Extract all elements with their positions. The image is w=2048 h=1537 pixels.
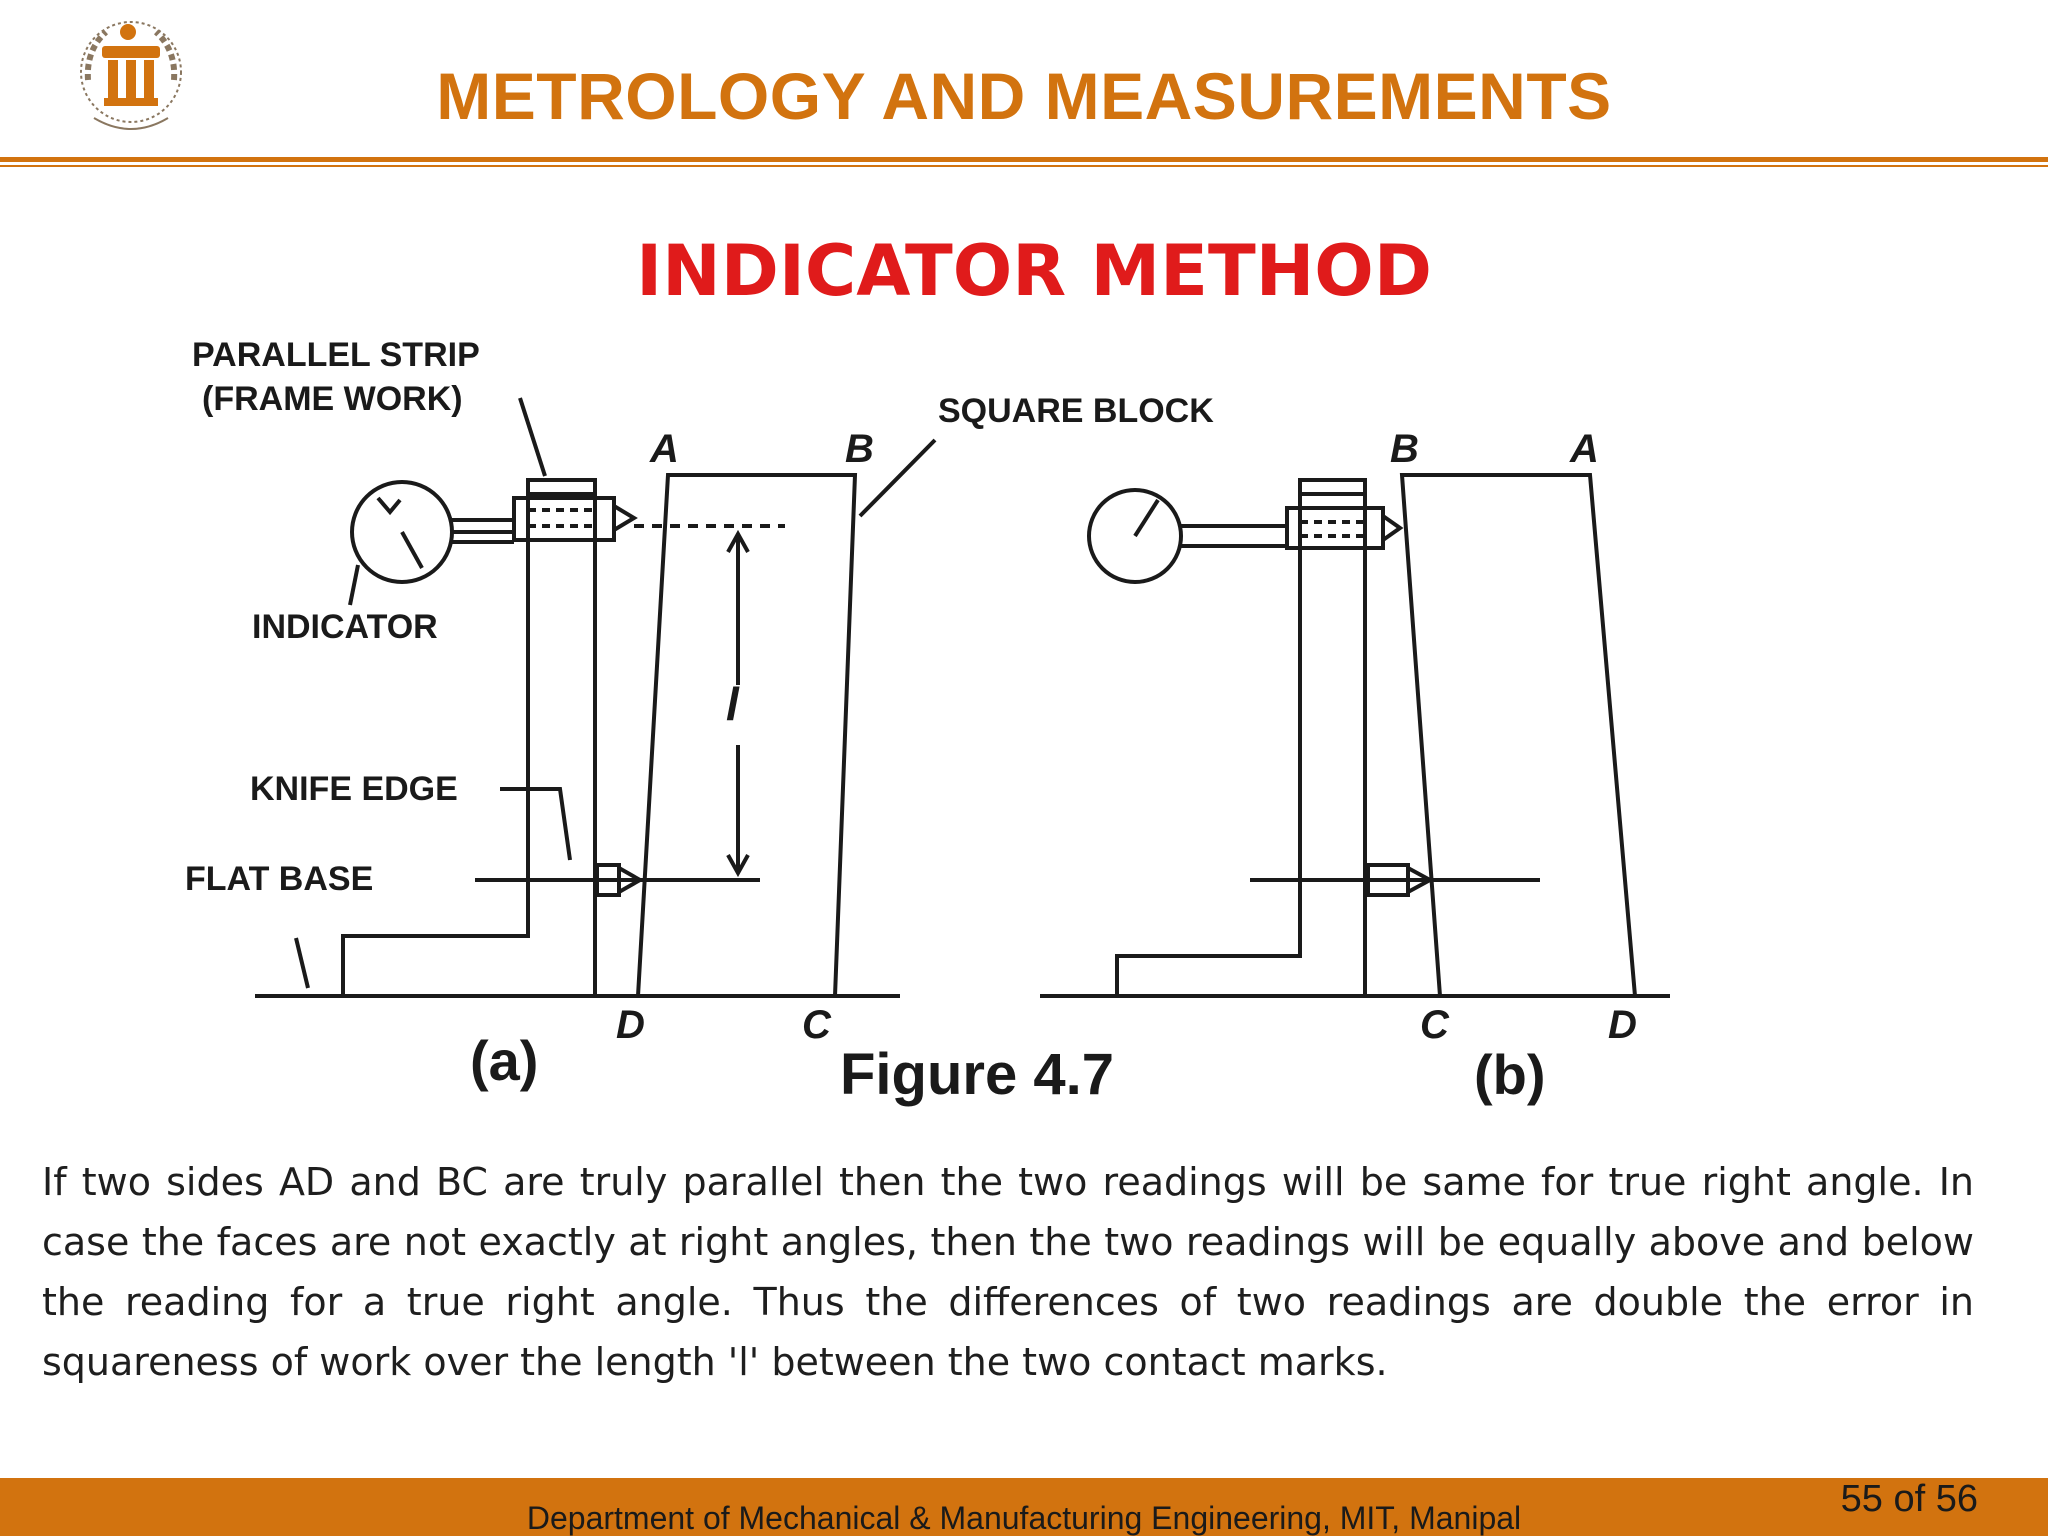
label-frame-work: (FRAME WORK) [202,380,463,418]
header-divider [0,157,2048,162]
figure-4-7 [100,320,1720,1140]
figure-caption: Figure 4.7 [840,1042,1114,1107]
label-parallel-strip: PARALLEL STRIP [192,336,480,374]
subfigure-b-label: (b) [1474,1043,1546,1106]
label-length: l [726,678,739,730]
label-flat-base: FLAT BASE [185,860,374,898]
explanation-paragraph: If two sides AD and BC are truly parallel then the two readings will be same for true right angle. In case the faces are not exactly at right angles, then the two readings will be equally above and below the reading for a true right angle. Thus the differences of two readings are double the error in squareness of work over the length 'l' between the two contact marks. [42,1160,1974,1384]
footer-department: Department of Mechanical & Manufacturing Engineering, MIT, Manipal [526,1500,1522,1536]
label-indicator: INDICATOR [252,608,438,646]
label-point-a-right: A [1570,427,1599,471]
slide-heading: INDICATOR METHOD [636,230,1432,312]
page-number: 55 of 56 [1840,1478,1978,1520]
label-point-c-right: C [1420,1003,1449,1047]
label-point-d-left: D [616,1003,645,1047]
label-point-d-right: D [1608,1003,1637,1047]
label-point-b-right: B [1390,427,1419,471]
label-point-b-left: B [845,427,874,471]
header-divider-thin [0,165,2048,167]
indicator-method-diagram [100,320,1720,1140]
label-point-c-left: C [802,1003,831,1047]
subfigure-a-label: (a) [470,1029,539,1092]
label-knife-edge: KNIFE EDGE [250,770,458,808]
label-point-a-left: A [650,427,679,471]
page-title: METROLOGY AND MEASUREMENTS [436,59,1612,133]
label-square-block: SQUARE BLOCK [938,392,1214,430]
